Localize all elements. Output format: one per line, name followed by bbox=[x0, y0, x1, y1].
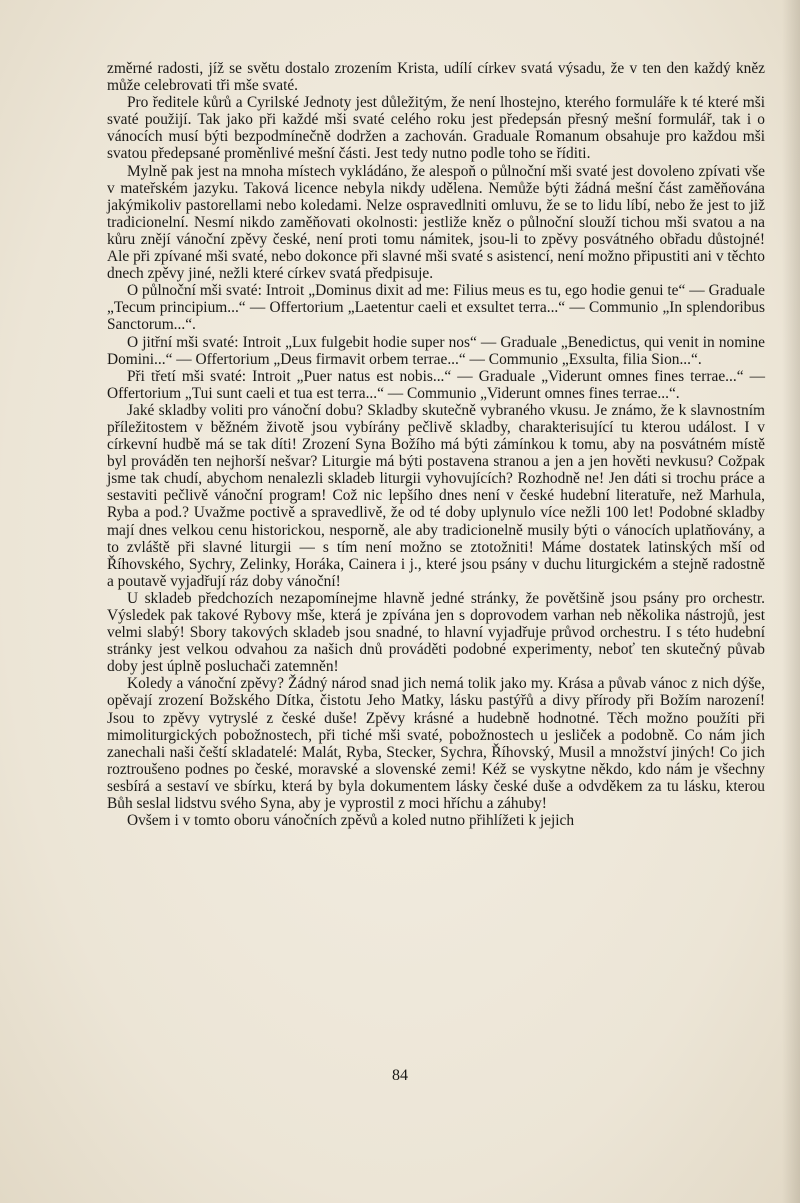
paragraph-4: O půlnoční mši svaté: Introit „Dominus dixit ad me: Filius meus es tu, ego hodie genui te“ — Graduale „Tecum principium...“ — Offertorium „Laetentur caeli et exsultet terra...“ — Communio „In splendoribus Sanctorum...“. bbox=[107, 282, 765, 334]
paragraph-5: O jitřní mši svaté: Introit „Lux fulgebit hodie super nos“ — Graduale „Benedictus, qui venit in nomine Domini...“ — Offertorium „Deus firmavit orbem terrae...“ — Communio „Exsulta, filia Sion...“. bbox=[107, 333, 765, 368]
paragraph-7: Jaké skladby voliti pro vánoční dobu? Skladby skutečně vybraného vkusu. Je známo, že k slavnostním příležitostem v běžném životě jsou vybírány pečlivě skladby, charakterisující tu kterou událost. I v církevní hudbě má se tak díti! Zrození Syna Božího má býti zámínkou k tomu, aby na posvátném místě byl prováděn ten nejhorší nešvar? Liturgie má býti postavena stranou a jen a jen hověti nevkusu? Cožpak jsme tak chudí, abychom nenalezli skladeb liturgii vyhovujících? Rozhodně ne! Jen dáti si trochu práce a sestaviti pečlivě vánoční program! Což nic lepšího dnes není v české hudební literatuře, než Marhula, Ryba a pod.? Uvažme poctivě a spravedlivě, že od té doby uplynulo více nežli 100 let! Podobné skladby mají dnes velkou cenu historickou, nesporně, ale aby tradicionelně musily býti o vánocích uplatňovány, a to zvláště při slavné liturgii — s tím není možno se ztotožniti! Máme dostatek latinských mší od Říhovského, Sychry, Zelinky, Horáka, Cainera i j., které jsou psány v duchu liturgickém a stejně radostně a poutavě vyjadřují ráz doby vánoční! bbox=[107, 401, 765, 590]
paragraph-9: Koledy a vánoční zpěvy? Žádný národ snad jich nemá tolik jako my. Krása a půvab vánoc z nich dýše, opěvají zrození Božského Dítka, čistotu Jeho Matky, lásku pastýřů a divy přírody při Božím narození! Jsou to zpěvy vytryslé z české duše! Zpěvy krásné a hudebně hodnotné. Těch možno použíti při mimoliturgických pobožnostech, při tiché mši svaté, pobožnostech u jesliček a podobně. Co nám jich zanechali naši čeští skladatelé: Malát, Ryba, Stecker, Sychra, Říhovský, Musil a množství jiných! Co jich roztroušeno podnes po české, moravské a slovenské zemi! Kéž se vyskytne někdo, kdo nám je všechny sesbírá a sestaví ve sbírku, která by byla dokumentem lásky české duše a odvděkem za tu lásku, kterou Bůh seslal lidstvu svého Syna, aby je vyprostil z moci hříchu a záhuby! bbox=[107, 675, 765, 813]
page-number: 84 bbox=[392, 1067, 408, 1084]
paragraph-10: Ovšem i v tomto oboru vánočních zpěvů a koled nutno přihlížeti k jejich bbox=[127, 812, 575, 830]
page-edge-shadow bbox=[782, 0, 800, 1203]
paragraph-2: Pro ředitele kůrů a Cyrilské Jednoty jest důležitým, že není lhostejno, kterého formuláře k té které mši svaté použijí. Tak jako při každé mši svaté celého roku jest předepsán přesný mešní formulář, tak i o vánocích musí býti bezpodmínečně dodržen a zachován. Graduale Romanum obsahuje pro každou mši svatou předepsané proměnlivé mešní části. Jest tedy nutno podle toho se říditi. bbox=[107, 94, 765, 163]
body-text bbox=[107, 60, 765, 829]
paragraph-8: U skladeb předchozích nezapomínejme hlavně jedné stránky, že povětšině jsou psány pro orchestr. Výsledek pak takové Rybovy mše, která je zpívána jen s doprovodem varhan neb několika nástrojů, jest velmi slabý! Sbory takových skladeb jsou snadné, to hlavní vyjadřuje průvod orchestru. I s této hudební stránky jest velkou odvahou za našich dnů prováděti podobné experimenty, neboť ten skutečný půvab doby jest úplně posluchači zatemněn! bbox=[107, 589, 765, 676]
paragraph-3: Mylně pak jest na mnoha místech vykládáno, že alespoň o půlnoční mši svaté jest dovoleno zpívati vše v mateřském jazyku. Taková licence nebyla nikdy udělena. Nemůže býti žádná mešní část zaměňována jakýmikoliv pastorellami nebo koledami. Nelze ospravedlniti omluvu, že se to lidu líbí, nebo že jest to již tradicionelní. Nesmí nikdo zaměňovati okolnosti: jestliže kněz o půlnoční slouží tichou mši svatou a na kůru znějí vánoční zpěvy české, není proti tomu námitek, jsou-li to zpěvy posvátného obřadu důstojné! Ale při zpívané mši svaté, nebo dokonce při slavné mši svaté s asistencí, není možno připustiti ani v těchto dnech zpěvy jiné, nežli které církev svatá předpisuje. bbox=[107, 162, 765, 283]
paragraph-1: změrné radosti, jíž se světu dostalo zrozením Krista, udílí církev svatá výsadu, že v ten den každý kněz může celebrovati tři mše svaté. bbox=[107, 60, 765, 95]
paragraph-6: Při třetí mši svaté: Introit „Puer natus est nobis...“ — Graduale „Viderunt omnes fines terrae...“ — Offertorium „Tui sunt caeli et tua est terra...“ — Communio „Viderunt omnes fines terrae...“. bbox=[107, 367, 765, 402]
